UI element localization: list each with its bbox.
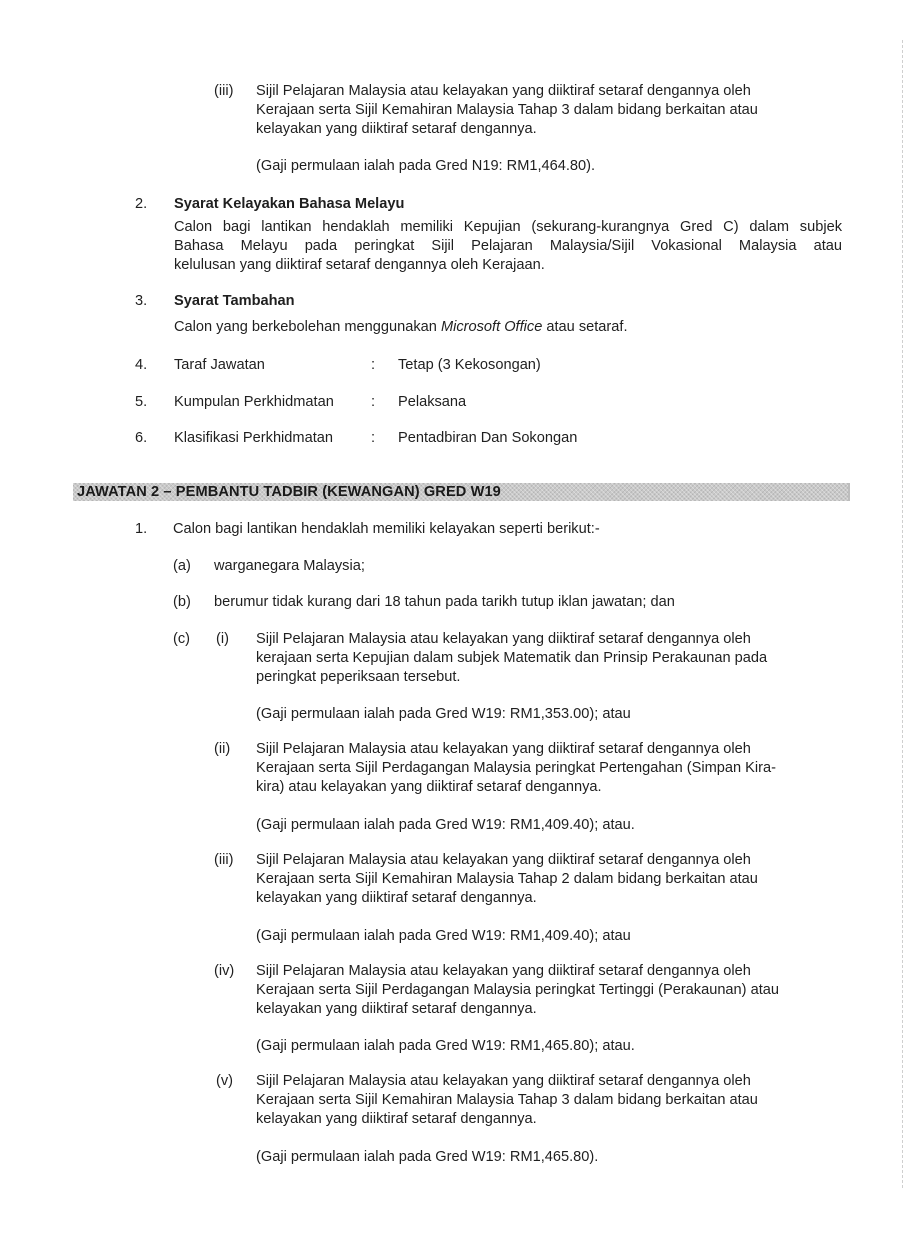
salary-note: (Gaji permulaan ialah pada Gred W19: RM1,409.40); atau. — [256, 817, 635, 833]
text-line: Sijil Pelajaran Malaysia atau kelayakan yang diiktiraf setaraf dengannya oleh — [256, 852, 751, 868]
req3-title: Syarat Tambahan — [174, 293, 295, 309]
text-line: Kerajaan serta Sijil Perdagangan Malaysia peringkat Pertengahan (Simpan Kira- — [256, 760, 776, 777]
criteria-c-marker: (c) — [173, 631, 191, 647]
detail-value: Pentadbiran Dan Sokongan — [398, 430, 578, 446]
option-iii-marker: (iii) — [214, 852, 234, 868]
option-ii-marker: (ii) — [214, 741, 231, 757]
text-line: kelayakan yang diiktiraf setaraf dengannya. — [256, 1111, 537, 1128]
req2-number: 2. — [135, 196, 148, 212]
criteria-b-marker: (b) — [173, 594, 191, 610]
text-line: kerajaan serta Kepujian dalam subjek Matematik dan Prinsip Perakaunan pada — [256, 650, 768, 667]
text-line: Sijil Pelajaran Malaysia atau kelayakan yang diiktiraf setaraf dengannya oleh — [256, 1073, 751, 1089]
software-name: Microsoft Office — [440, 319, 543, 335]
text-line: kelayakan yang diiktiraf setaraf dengannya. — [256, 890, 537, 907]
criteria-a-text: warganegara Malaysia; — [214, 558, 365, 574]
option-ii-text — [256, 740, 776, 798]
detail-number: 6. — [135, 430, 148, 446]
item-iii-marker: (iii) — [214, 83, 234, 99]
text-line: kelayakan yang diiktiraf setaraf dengannya. — [256, 121, 537, 138]
detail-number: 5. — [135, 394, 148, 410]
text-segment: atau setaraf. — [542, 319, 628, 335]
text-line: Sijil Pelajaran Malaysia atau kelayakan yang diiktiraf setaraf dengannya oleh — [256, 631, 751, 647]
text-line: Sijil Pelajaran Malaysia atau kelayakan yang diiktiraf setaraf dengannya oleh — [256, 963, 751, 979]
text-segment: Calon yang berkebolehan menggunakan — [174, 319, 441, 335]
req3-text — [174, 318, 628, 337]
detail-label: Kumpulan Perkhidmatan — [174, 394, 334, 410]
option-i-text — [256, 630, 767, 688]
option-iv-marker: (iv) — [214, 963, 235, 979]
detail-separator: : — [371, 430, 376, 446]
section-heading: JAWATAN 2 – PEMBANTU TADBIR (KEWANGAN) GRED W19 — [77, 484, 501, 500]
option-v-marker: (v) — [216, 1073, 234, 1089]
salary-note: (Gaji permulaan ialah pada Gred W19: RM1,465.80). — [256, 1149, 599, 1165]
detail-label: Klasifikasi Perkhidmatan — [174, 430, 333, 446]
salary-note: (Gaji permulaan ialah pada Gred N19: RM1,464.80). — [256, 158, 596, 174]
criteria-b-text: berumur tidak kurang dari 18 tahun pada tarikh tutup iklan jawatan; dan — [214, 594, 675, 610]
detail-separator: : — [371, 357, 376, 373]
detail-value: Tetap (3 Kekosongan) — [398, 357, 541, 373]
text-line: Kerajaan serta Sijil Kemahiran Malaysia Tahap 3 dalam bidang berkaitan atau — [256, 1092, 758, 1109]
section-heading-bar — [73, 483, 850, 501]
option-iv-text — [256, 962, 779, 1020]
salary-note: (Gaji permulaan ialah pada Gred W19: RM1,353.00); atau — [256, 706, 631, 722]
text-line: Sijil Pelajaran Malaysia atau kelayakan yang diiktiraf setaraf dengannya oleh — [256, 83, 751, 99]
scan-edge-line — [902, 40, 903, 1190]
detail-number: 4. — [135, 357, 148, 373]
detail-separator: : — [371, 394, 376, 410]
req2-title: Syarat Kelayakan Bahasa Melayu — [174, 196, 405, 212]
text-line: Kerajaan serta Sijil Kemahiran Malaysia Tahap 2 dalam bidang berkaitan atau — [256, 871, 758, 888]
option-iii-text — [256, 851, 758, 909]
option-i-marker: (i) — [216, 631, 229, 647]
detail-value: Pelaksana — [398, 394, 467, 410]
item-iii-text — [256, 82, 758, 140]
detail-label: Taraf Jawatan — [174, 357, 265, 373]
text-line: Kerajaan serta Sijil Kemahiran Malaysia Tahap 3 dalam bidang berkaitan atau — [256, 102, 758, 119]
criteria-a-marker: (a) — [173, 558, 191, 574]
intro-number: 1. — [135, 521, 148, 537]
req2-text — [174, 218, 842, 276]
salary-note: (Gaji permulaan ialah pada Gred W19: RM1,409.40); atau — [256, 928, 631, 944]
req3-number: 3. — [135, 293, 148, 309]
salary-note: (Gaji permulaan ialah pada Gred W19: RM1,465.80); atau. — [256, 1038, 635, 1054]
text-line: kelayakan yang diiktiraf setaraf dengannya. — [256, 1001, 537, 1018]
text-line: Sijil Pelajaran Malaysia atau kelayakan yang diiktiraf setaraf dengannya oleh — [256, 741, 751, 757]
text-line: Calon bagi lantikan hendaklah memiliki Kepujian (sekurang-kurangnya Gred C) dalam subjek — [174, 219, 842, 235]
text-line: peringkat peperiksaan tersebut. — [256, 669, 461, 686]
text-line: Kerajaan serta Sijil Perdagangan Malaysia peringkat Tertinggi (Perakaunan) atau — [256, 982, 779, 999]
text-line: kelulusan yang diiktiraf setaraf dengannya oleh Kerajaan. — [174, 257, 545, 274]
option-v-text — [256, 1072, 758, 1130]
text-line: Bahasa Melayu pada peringkat Sijil Pelajaran Malaysia/Sijil Vokasional Malaysia atau — [174, 238, 842, 255]
intro-text: Calon bagi lantikan hendaklah memiliki kelayakan seperti berikut:- — [173, 521, 600, 537]
text-line: kira) atau kelayakan yang diiktiraf setaraf dengannya. — [256, 779, 602, 796]
